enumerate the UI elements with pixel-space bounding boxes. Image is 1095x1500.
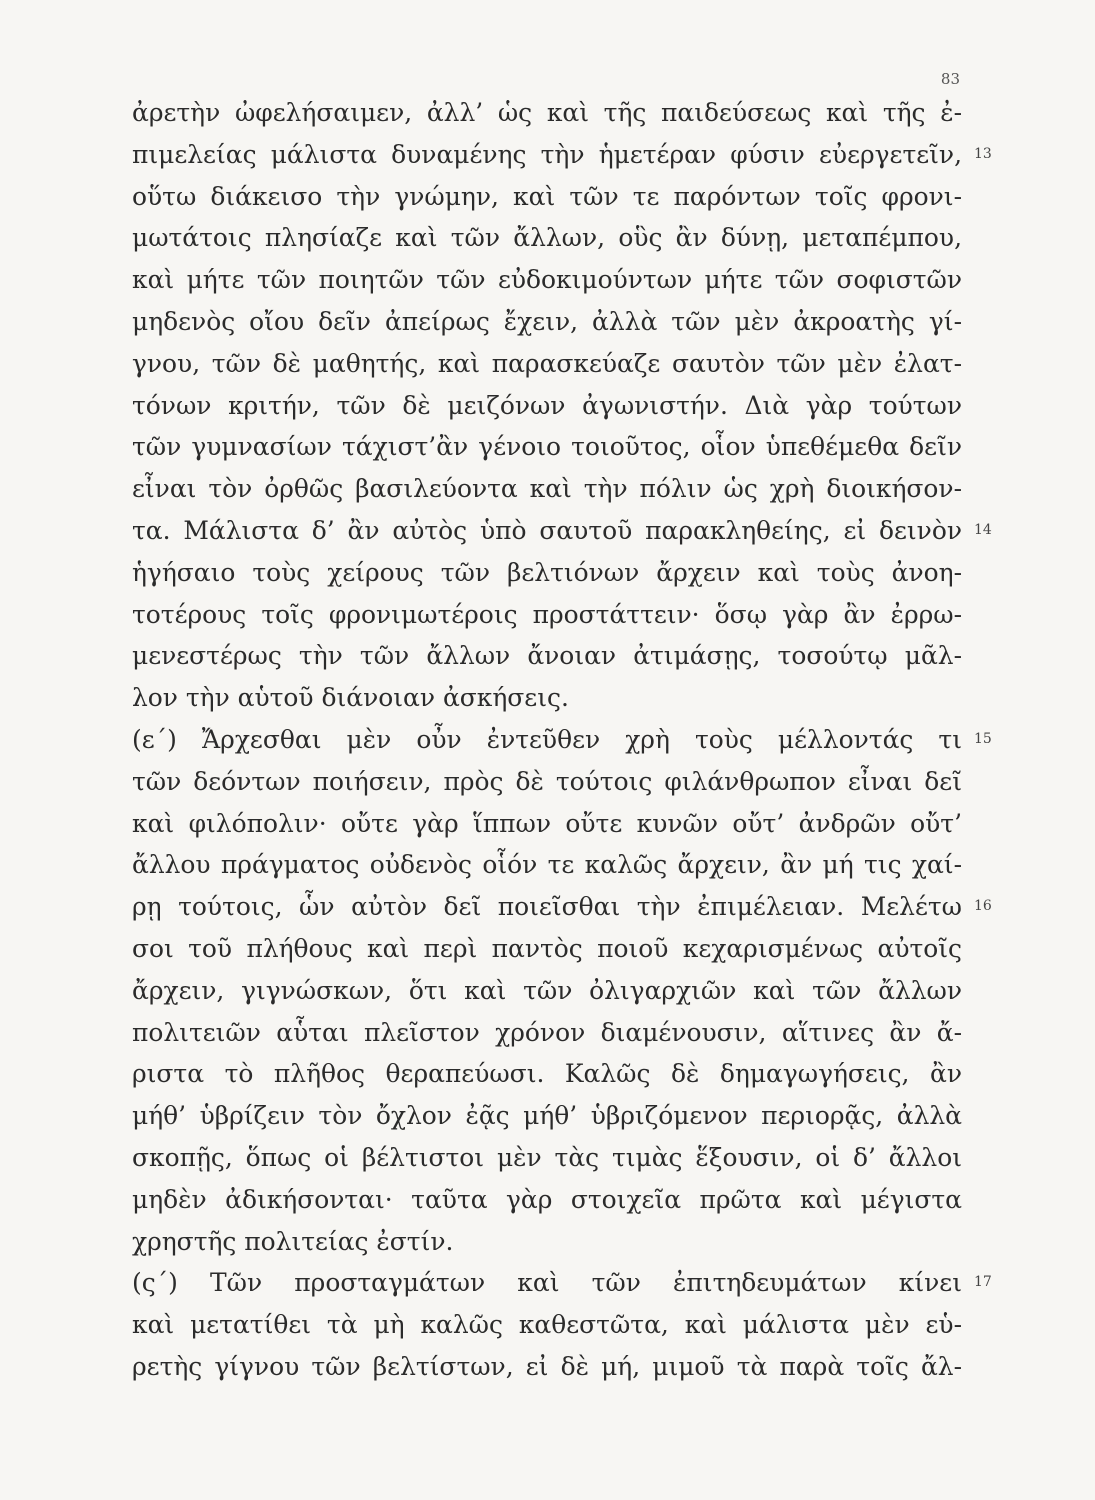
section-number: 17 — [974, 1274, 992, 1291]
line-text: τόνων κριτήν, τῶν δὲ μειζόνων ἀγωνιστήν. Διὰ γὰρ τούτων — [132, 390, 962, 420]
text-line — [132, 719, 992, 761]
text-line — [132, 803, 962, 845]
line-text: λον τὴν αὑτοῦ διάνοιαν ἀσκήσεις. — [132, 683, 569, 713]
line-text: εἶναι τὸν ὀρθῶς βασιλεύοντα καὶ τὴν πόλιν ὡς χρὴ διοικήσον- — [132, 474, 962, 504]
text-line — [132, 886, 992, 928]
text-line — [132, 1221, 962, 1263]
text-line — [132, 385, 962, 427]
line-text: οὕτω διάκεισο τὴν γνώμην, καὶ τῶν τε παρόντων τοῖς φρονι- — [132, 181, 962, 211]
text-line — [132, 510, 992, 552]
text-line — [132, 552, 962, 594]
text-line — [132, 217, 962, 259]
line-text: πιμελείας μάλιστα δυναμένης τὴν ἡμετέραν φύσιν εὐεργετεῖν, — [132, 139, 962, 169]
text-line — [132, 1304, 962, 1346]
line-text: γνου, τῶν δὲ μαθητής, καὶ παρασκεύαζε σαυτὸν τῶν μὲν ἐλατ- — [132, 348, 962, 378]
line-text: πολιτειῶν αὗται πλεῖστον χρόνον διαμένουσιν, αἵτινες ἂν ἄ- — [132, 1017, 962, 1047]
line-text: μενεστέρως τὴν τῶν ἄλλων ἄνοιαν ἀτιμάσῃς, τοσούτῳ μᾶλ- — [132, 641, 962, 671]
line-text: τοτέρους τοῖς φρονιμωτέροις προστάττειν· ὅσῳ γὰρ ἂν ἐρρω- — [132, 599, 962, 629]
text-line — [132, 928, 962, 970]
text-line — [132, 635, 962, 677]
greek-text-body — [132, 92, 992, 1388]
line-text: ριστα τὸ πλῆθος θεραπεύωσι. Καλῶς δὲ δημαγωγήσεις, ἂν — [132, 1059, 962, 1089]
text-line — [132, 176, 962, 218]
text-line — [132, 468, 962, 510]
section-number: 13 — [974, 145, 992, 162]
line-text: (ς΄) Τῶν προσταγμάτων καὶ τῶν ἐπιτηδευμάτων κίνει — [132, 1268, 962, 1298]
section-number: 16 — [974, 898, 992, 915]
text-line — [132, 761, 962, 803]
text-line — [132, 1053, 962, 1095]
line-text: χρηστῆς πολιτείας ἐστίν. — [132, 1226, 454, 1256]
line-text: ρῃ τούτοις, ὧν αὐτὸν δεῖ ποιεῖσθαι τὴν ἐπιμέλειαν. Μελέτω — [132, 892, 962, 922]
line-text: καὶ μήτε τῶν ποιητῶν τῶν εὐδοκιμούντων μήτε τῶν σοφιστῶν — [132, 265, 962, 295]
line-text: ἀρετὴν ὠφελήσαιμεν, ἀλλ’ ὡς καὶ τῆς παιδεύσεως καὶ τῆς ἐ- — [132, 98, 962, 127]
line-text: μήθ’ ὑβρίζειν τὸν ὄχλον ἐᾷς μήθ’ ὑβριζόμενον περιορᾷς, ἀλλὰ — [132, 1101, 962, 1131]
text-line — [132, 1262, 992, 1304]
text-line — [132, 92, 962, 134]
line-text: καὶ φιλόπολιν· οὔτε γὰρ ἵππων οὔτε κυνῶν οὔτ’ ἀνδρῶν οὔτ’ — [132, 808, 962, 838]
line-text: ἄλλου πράγματος οὐδενὸς οἷόν τε καλῶς ἄρχειν, ἂν μή τις χαί- — [132, 850, 962, 880]
section-number: 14 — [974, 521, 992, 538]
text-line — [132, 677, 962, 719]
text-line — [132, 426, 962, 468]
line-text: τῶν δεόντων ποιήσειν, πρὸς δὲ τούτοις φιλάνθρωπον εἶναι δεῖ — [132, 766, 962, 796]
line-text: σκοπῇς, ὅπως οἱ βέλτιστοι μὲν τὰς τιμὰς ἕξουσιν, οἱ δ’ ἄλλοι — [132, 1142, 962, 1172]
section-number: 15 — [974, 730, 992, 747]
line-text: σοι τοῦ πλήθους καὶ περὶ παντὸς ποιοῦ κεχαρισμένως αὐτοῖς — [132, 933, 962, 963]
line-text: τῶν γυμνασίων τάχιστ’ἂν γένοιο τοιοῦτος, οἷον ὑπεθέμεθα δεῖν — [132, 432, 962, 462]
text-line — [132, 301, 962, 343]
line-text: μηδενὸς οἴου δεῖν ἀπείρως ἔχειν, ἀλλὰ τῶν μὲν ἀκροατὴς γί- — [132, 306, 962, 336]
line-text: μωτάτοις πλησίαζε καὶ τῶν ἄλλων, οὓς ἂν δύνῃ, μεταπέμπου, — [132, 223, 962, 253]
page-number: 83 — [940, 70, 960, 88]
line-text: (ε΄) Ἄρχεσθαι μὲν οὖν ἐντεῦθεν χρὴ τοὺς μέλλοντάς τι — [132, 724, 962, 754]
text-line — [132, 1137, 962, 1179]
line-text: μηδὲν ἀδικήσονται· ταῦτα γὰρ στοιχεῖα πρῶτα καὶ μέγιστα — [132, 1184, 962, 1214]
text-line — [132, 594, 962, 636]
text-line — [132, 134, 992, 176]
text-line — [132, 343, 962, 385]
text-line — [132, 1179, 962, 1221]
text-line — [132, 1095, 962, 1137]
line-text: καὶ μετατίθει τὰ μὴ καλῶς καθεστῶτα, καὶ μάλιστα μὲν εὑ- — [132, 1310, 962, 1340]
text-line — [132, 844, 962, 886]
text-line — [132, 259, 962, 301]
text-line — [132, 1012, 962, 1054]
line-text: ἡγήσαιο τοὺς χείρους τῶν βελτιόνων ἄρχειν καὶ τοὺς ἀνοη- — [132, 557, 962, 587]
text-line — [132, 970, 962, 1012]
line-text: τα. Μάλιστα δ’ ἂν αὐτὸς ὑπὸ σαυτοῦ παρακληθείης, εἰ δεινὸν — [132, 515, 962, 545]
line-text: ρετὴς γίγνου τῶν βελτίστων, εἰ δὲ μή, μιμοῦ τὰ παρὰ τοῖς ἄλ- — [132, 1351, 962, 1381]
text-line — [132, 1346, 962, 1388]
line-text: ἄρχειν, γιγνώσκων, ὅτι καὶ τῶν ὀλιγαρχιῶν καὶ τῶν ἄλλων — [132, 975, 962, 1005]
